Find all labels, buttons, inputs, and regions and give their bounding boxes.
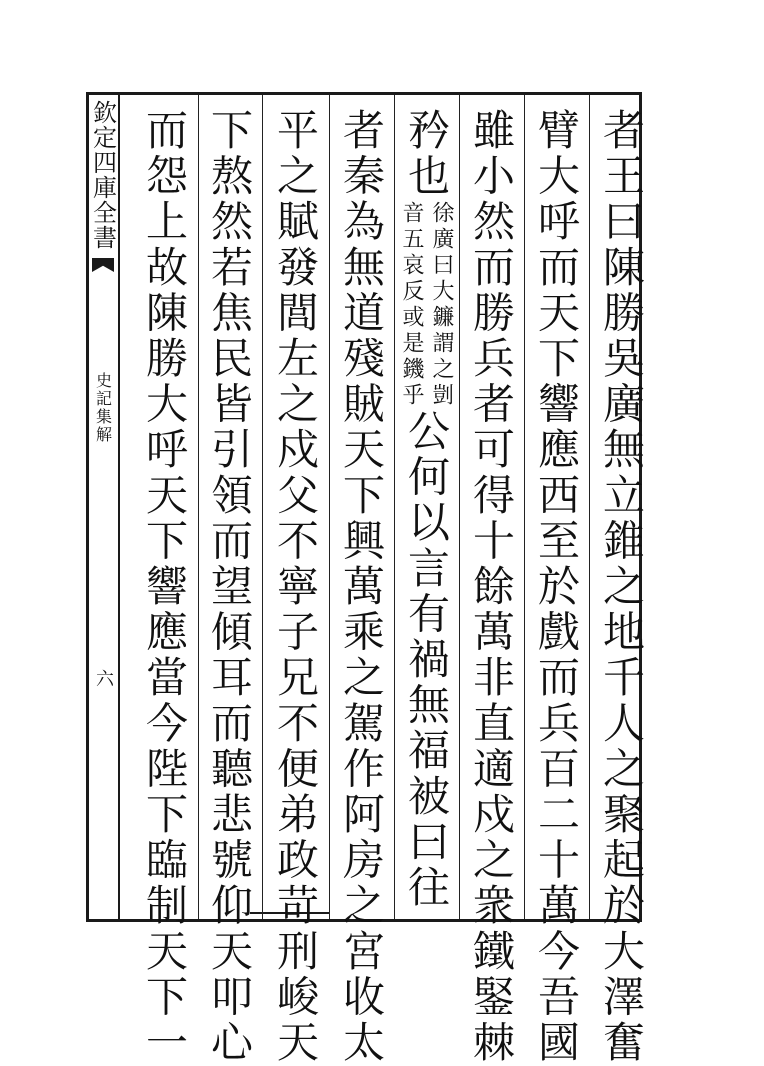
text-column-8: 而怨上故陳勝大呼天下響應當今陛下臨制天下一 [140,108,189,1066]
column-rule [459,95,460,919]
column-rule [198,95,199,919]
text-column-2: 臂大呼而天下響應西至於戲而兵百二十萬今吾國 [532,108,581,1066]
page-margin [88,100,118,687]
commentary-note [398,201,454,409]
text-column-7: 下熬然若焦民皆引領而望傾耳而聽悲號仰天叩心 [205,108,254,1066]
commentary-line-left: 音五哀反或是鐖乎 [399,201,424,410]
commentary-line-right: 徐廣曰大鐮謂之剴 [429,201,454,410]
text-column-6: 平之賦發閭左之戍父不寧子兄不便弟政苛刑峻天 [271,108,320,1066]
column-rule [524,95,525,919]
column-rule [329,95,330,919]
column-rule [589,95,590,919]
text-column-5: 者秦為無道殘賊天下興萬乘之駕作阿房之宮收太 [337,108,386,1066]
column-rule [394,95,395,919]
section-title: 史記集解 [93,372,113,444]
book-title: 欽定四庫全書 [88,100,117,250]
text-column-3: 雖小然而勝兵者可得十餘萬非直適戍之衆鐵鋻棘 [467,108,516,1066]
page-number: 六 [93,669,114,687]
fishtail-mark-icon [92,258,114,272]
main-text: 矜也 [402,108,451,200]
column-rule [262,95,263,919]
main-text: 公何以言有禍無福被曰往 [402,409,451,911]
text-column-4 [397,108,455,918]
text-column-1: 者王曰陳勝吳廣無立錐之地千人之聚起於大澤奮 [597,108,646,1066]
